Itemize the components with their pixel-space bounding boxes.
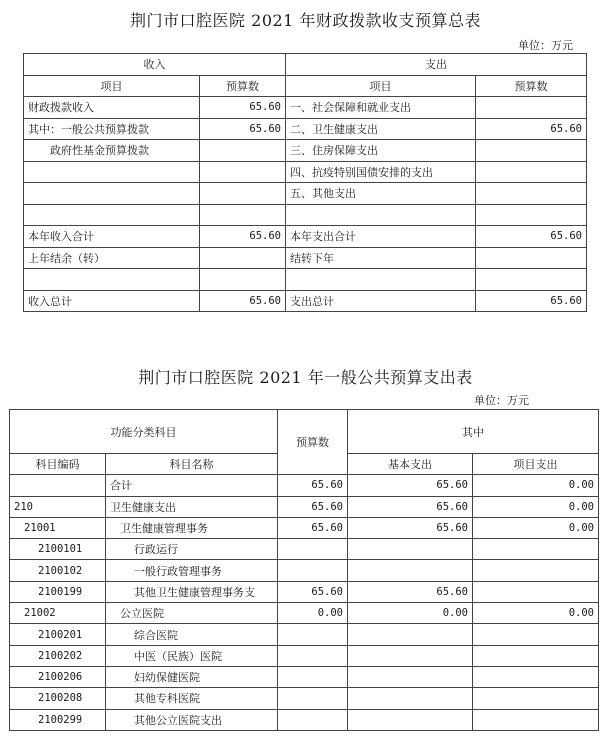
project-header: 项目支出 — [473, 454, 599, 475]
table-row — [10, 517, 599, 538]
subject-name: 行政运行 — [106, 539, 278, 560]
project-expense — [473, 560, 599, 581]
expense-budget — [476, 204, 587, 226]
budget-value — [278, 645, 348, 666]
income-item — [24, 161, 200, 183]
subject-code: 210 — [10, 496, 106, 517]
expense-budget: 65.60 — [476, 290, 587, 312]
basic-expense: 65.60 — [348, 517, 473, 538]
income-item — [24, 183, 200, 205]
among-header: 其中 — [348, 410, 599, 454]
project-expense — [473, 709, 599, 730]
expense-item: 一、社会保障和就业支出 — [286, 97, 476, 119]
income-budget — [200, 269, 286, 291]
subject-name: 综合医院 — [106, 624, 278, 645]
income-budget — [200, 204, 286, 226]
project-expense: 0.00 — [473, 603, 599, 624]
budget-value: 65.60 — [278, 475, 348, 496]
income-item-header: 项目 — [24, 75, 200, 97]
subject-code: 2100101 — [10, 539, 106, 560]
table-row — [10, 624, 599, 645]
subject-code: 2100202 — [10, 645, 106, 666]
table-subheader-row — [24, 75, 587, 97]
subject-name: 一般行政管理事务 — [106, 560, 278, 581]
table-row — [10, 475, 599, 496]
subject-name: 卫生健康支出 — [106, 496, 278, 517]
project-expense — [473, 581, 599, 602]
budget-value — [278, 666, 348, 687]
fiscal-budget-summary-table — [23, 53, 587, 312]
budget-value: 65.60 — [278, 581, 348, 602]
expense-item: 结转下年 — [286, 247, 476, 269]
expense-budget — [476, 140, 587, 162]
table-row — [10, 688, 599, 709]
income-budget-header: 预算数 — [200, 75, 286, 97]
doc1-title: 荆门市口腔医院 2021 年财政拨款收支预算总表 — [130, 11, 481, 30]
table-row — [10, 560, 599, 581]
table-row — [24, 97, 587, 119]
expense-item: 支出总计 — [286, 290, 476, 312]
table-row — [10, 581, 599, 602]
expense-budget-header: 预算数 — [476, 75, 587, 97]
income-item — [24, 204, 200, 226]
subject-code: 21002 — [10, 603, 106, 624]
table-row — [24, 183, 587, 205]
table-row — [10, 539, 599, 560]
basic-expense: 0.00 — [348, 603, 473, 624]
expense-item — [286, 204, 476, 226]
budget-value — [278, 624, 348, 645]
income-budget — [200, 140, 286, 162]
subject-name: 公立医院 — [106, 603, 278, 624]
basic-expense: 65.60 — [348, 496, 473, 517]
table-row — [24, 269, 587, 291]
income-item: 财政拨款收入 — [24, 97, 200, 119]
table-row — [10, 645, 599, 666]
expense-item-header: 项目 — [286, 75, 476, 97]
name-header: 科目名称 — [106, 454, 278, 475]
expense-item: 二、卫生健康支出 — [286, 118, 476, 140]
income-header: 收入 — [24, 54, 286, 76]
table-row — [24, 226, 587, 248]
subject-name: 妇幼保健医院 — [106, 666, 278, 687]
income-item — [24, 269, 200, 291]
basic-expense — [348, 688, 473, 709]
expense-budget — [476, 97, 587, 119]
budget-value — [278, 560, 348, 581]
income-item: 本年收入合计 — [24, 226, 200, 248]
income-budget — [200, 247, 286, 269]
basic-expense: 65.60 — [348, 581, 473, 602]
budget-value: 65.60 — [278, 517, 348, 538]
expense-budget: 65.60 — [476, 118, 587, 140]
subject-code: 2100201 — [10, 624, 106, 645]
project-expense — [473, 666, 599, 687]
basic-header: 基本支出 — [348, 454, 473, 475]
subject-name: 其他专科医院 — [106, 688, 278, 709]
table-row — [24, 247, 587, 269]
budget-value — [278, 539, 348, 560]
income-item: 政府性基金预算拨款 — [24, 140, 200, 162]
project-expense — [473, 624, 599, 645]
expense-header: 支出 — [286, 54, 587, 76]
table-row — [10, 603, 599, 624]
expense-item: 本年支出合计 — [286, 226, 476, 248]
category-header: 功能分类科目 — [10, 410, 278, 454]
basic-expense — [348, 539, 473, 560]
subject-name: 合计 — [106, 475, 278, 496]
subject-name: 其他卫生健康管理事务支 — [106, 581, 278, 602]
doc1-unit: 单位：万元 — [518, 39, 573, 52]
subject-code: 2100206 — [10, 666, 106, 687]
basic-expense — [348, 560, 473, 581]
budget-value — [278, 688, 348, 709]
table-header-row — [24, 54, 587, 76]
subject-code: 2100102 — [10, 560, 106, 581]
budget-value: 0.00 — [278, 603, 348, 624]
project-expense — [473, 539, 599, 560]
table-row — [24, 161, 587, 183]
subject-code: 2100208 — [10, 688, 106, 709]
income-budget: 65.60 — [200, 290, 286, 312]
expense-budget: 65.60 — [476, 226, 587, 248]
budget-value — [278, 709, 348, 730]
expense-item: 四、抗疫特别国债安排的支出 — [286, 161, 476, 183]
subject-code — [10, 475, 106, 496]
basic-expense: 65.60 — [348, 475, 473, 496]
income-item: 上年结余（转） — [24, 247, 200, 269]
project-expense: 0.00 — [473, 517, 599, 538]
income-item: 其中：一般公共预算拨款 — [24, 118, 200, 140]
basic-expense — [348, 709, 473, 730]
project-expense: 0.00 — [473, 475, 599, 496]
subject-name: 卫生健康管理事务 — [106, 517, 278, 538]
expense-item: 三、住房保障支出 — [286, 140, 476, 162]
subject-code: 21001 — [10, 517, 106, 538]
table-row — [24, 118, 587, 140]
income-budget — [200, 183, 286, 205]
expense-budget — [476, 183, 587, 205]
code-header: 科目编码 — [10, 454, 106, 475]
table-row — [24, 140, 587, 162]
table-row — [10, 496, 599, 517]
table-row — [10, 666, 599, 687]
budget-header: 预算数 — [278, 410, 348, 475]
table-row — [10, 709, 599, 730]
income-budget: 65.60 — [200, 226, 286, 248]
table-row — [24, 290, 587, 312]
income-budget — [200, 161, 286, 183]
expense-item: 五、其他支出 — [286, 183, 476, 205]
subject-name: 中医（民族）医院 — [106, 645, 278, 666]
subject-code: 2100199 — [10, 581, 106, 602]
project-expense — [473, 645, 599, 666]
basic-expense — [348, 666, 473, 687]
project-expense: 0.00 — [473, 496, 599, 517]
expense-budget — [476, 161, 587, 183]
expense-item — [286, 269, 476, 291]
subject-name: 其他公立医院支出 — [106, 709, 278, 730]
project-expense — [473, 688, 599, 709]
table-row — [24, 204, 587, 226]
basic-expense — [348, 624, 473, 645]
subject-code: 2100299 — [10, 709, 106, 730]
table-header-row — [10, 410, 599, 454]
expense-budget — [476, 269, 587, 291]
income-budget: 65.60 — [200, 97, 286, 119]
income-item: 收入总计 — [24, 290, 200, 312]
budget-value: 65.60 — [278, 496, 348, 517]
expense-budget — [476, 247, 587, 269]
basic-expense — [348, 645, 473, 666]
income-budget: 65.60 — [200, 118, 286, 140]
doc2-title: 荆门市口腔医院 2021 年一般公共预算支出表 — [138, 368, 473, 387]
general-budget-expense-table — [9, 409, 599, 731]
doc2-unit: 单位：万元 — [474, 394, 529, 407]
